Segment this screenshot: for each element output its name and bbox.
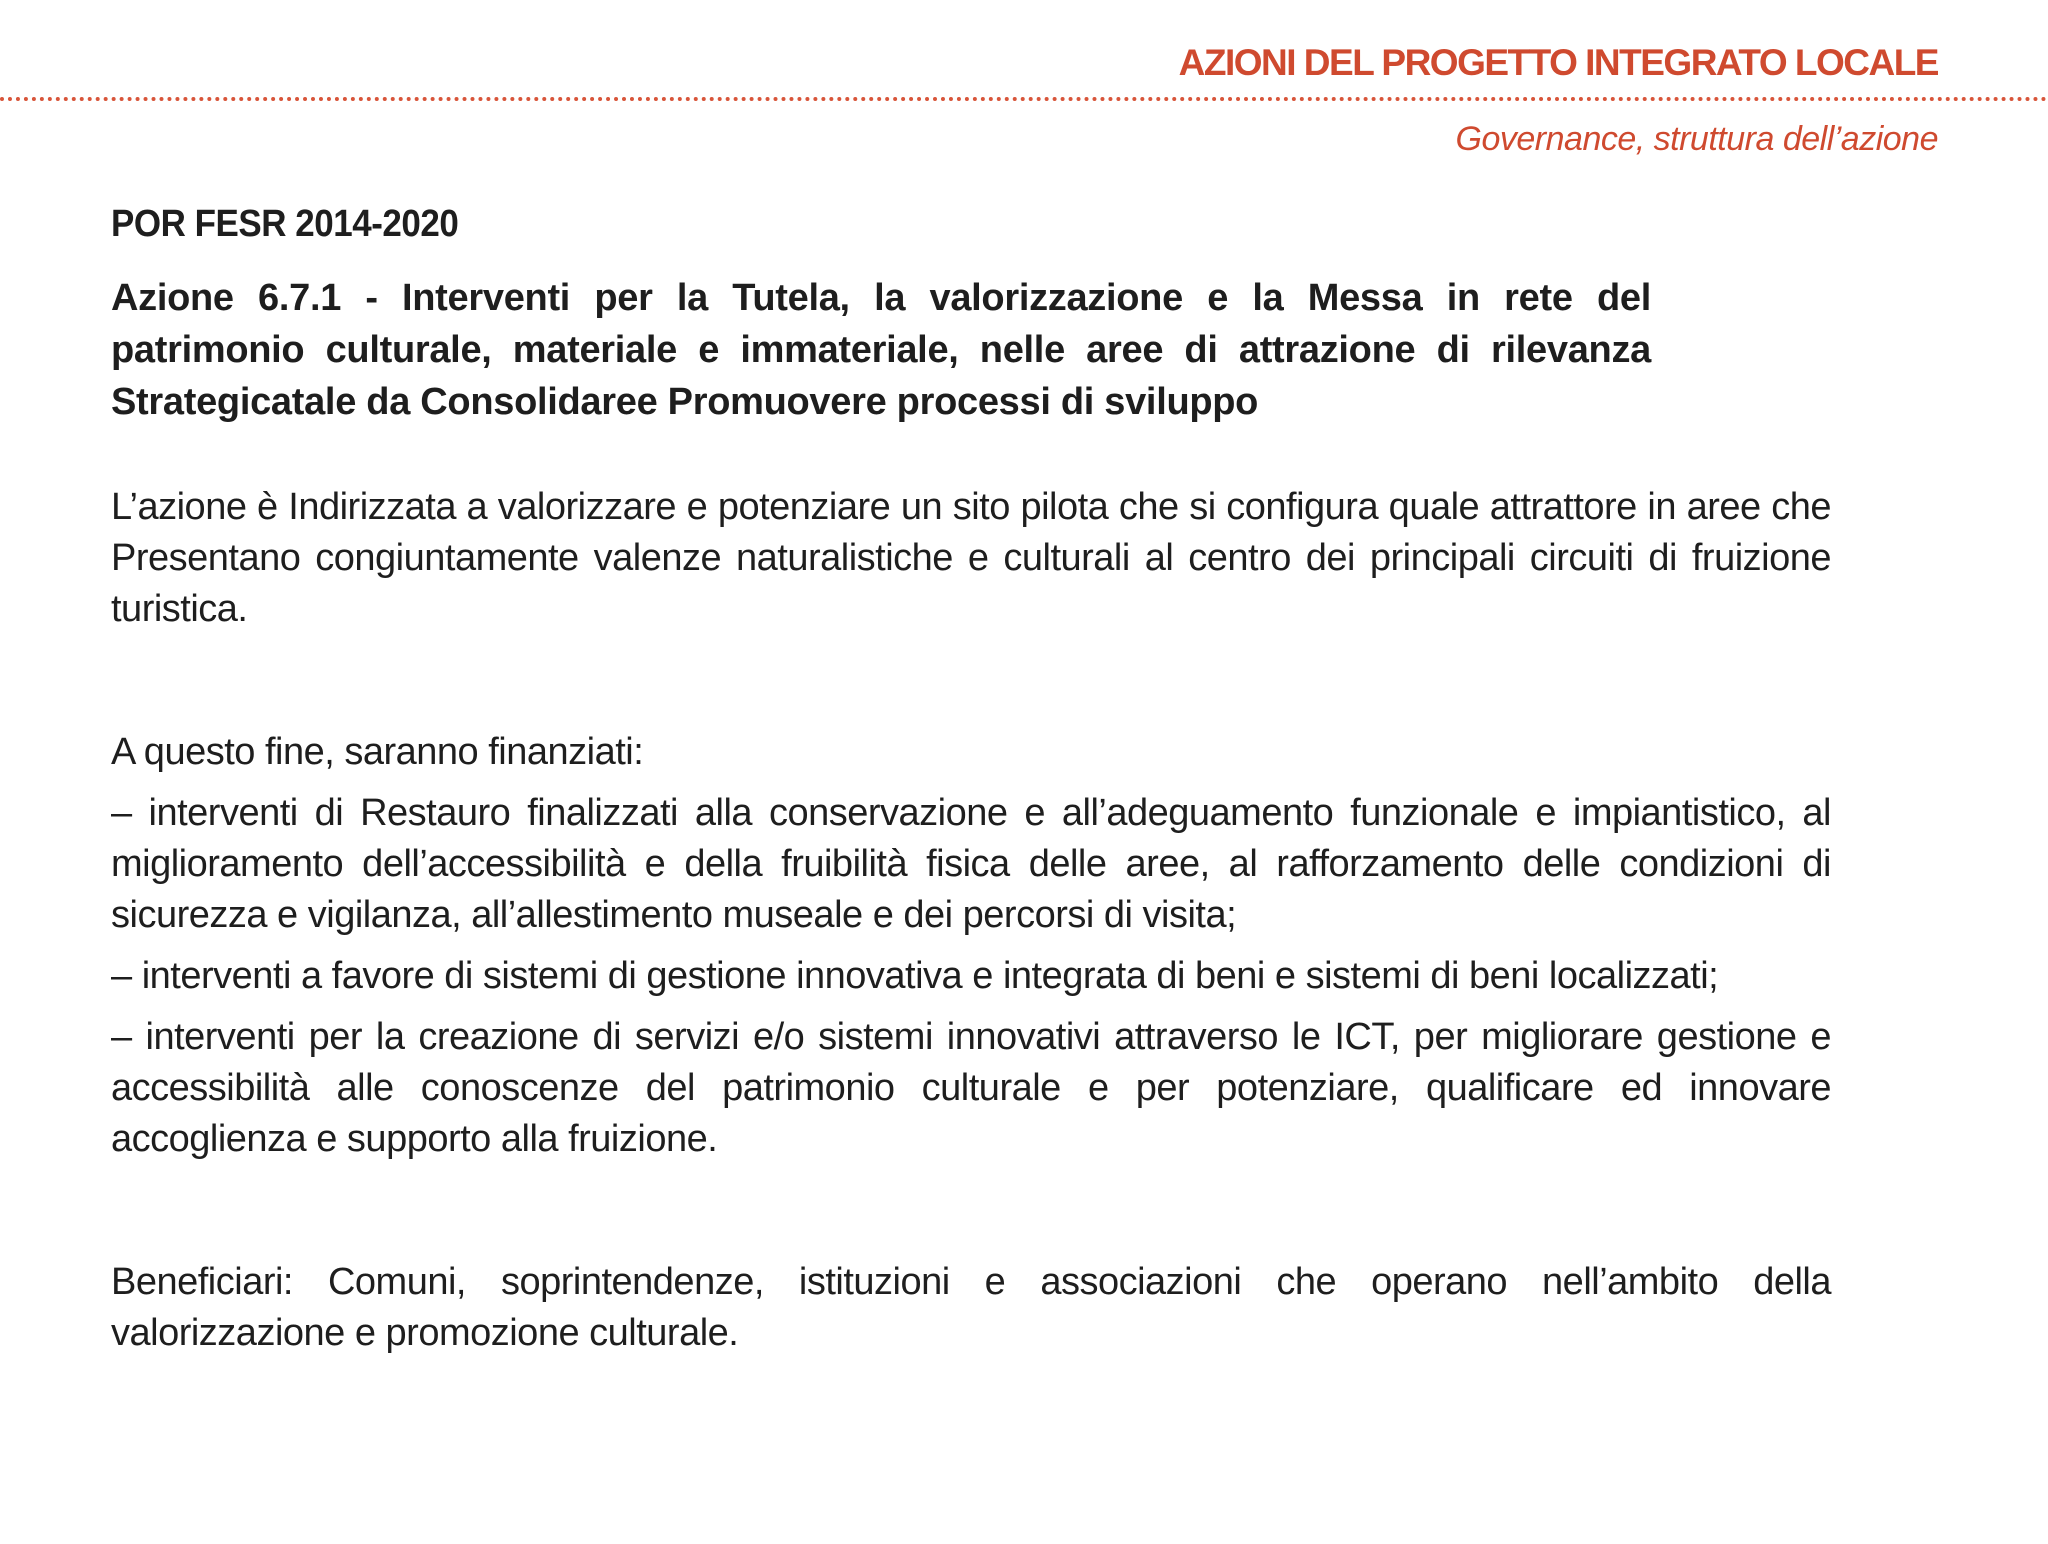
intro-paragraph: L’azione è Indirizzata a valorizzare e potenziare un sito pilota che si configura quale attrattore in aree che Presentano congiuntamente valenze naturalistiche e culturali al centro dei principali circuiti di fruizione turistica. xyxy=(111,486,1831,630)
program-title: POR FESR 2014-2020 xyxy=(111,203,459,245)
action-title: Azione 6.7.1 - Interventi per la Tutela, la valorizzazione e la Messa in rete del patrimonio culturale, materiale e immateriale, nelle aree di attrazione di rilevanza Strategicatale da Consolidaree Promuovere processi di sviluppo xyxy=(111,277,1651,423)
bullet-item-restoration: – interventi di Restauro finalizzati alla conservazione e all’adeguamento funzionale e impiantistico, al miglioramento dell’accessibilità e della fruibilità fisica delle aree, al rafforzamento delle condizioni di sicurezza e vigilanza, all’allestimento museale e dei percorsi di visita; xyxy=(111,792,1831,936)
bullet-item-ict: – interventi per la creazione di servizi e/o sistemi innovativi attraverso le ICT, per migliorare gestione e accessibilità alle conoscenze del patrimonio culturale e per potenziare, qualificare ed innovare accoglienza e supporto alla fruizione. xyxy=(111,1016,1831,1160)
beneficiaries-paragraph: Beneficiari: Comuni, soprintendenze, istituzioni e associazioni che operano nell’ambito della valorizzazione e promozione culturale. xyxy=(111,1261,1831,1354)
bullet-item-management: – interventi a favore di sistemi di gestione innovativa e integrata di beni e sistemi di beni localizzati; xyxy=(111,955,1719,997)
document-body xyxy=(111,203,1831,1359)
header-title: AZIONI DEL PROGETTO INTEGRATO LOCALE xyxy=(1178,42,1938,83)
lead-in-paragraph: A questo fine, saranno finanziati: xyxy=(111,731,644,773)
header-subtitle: Governance, struttura dell’azione xyxy=(1455,120,1938,158)
dotted-divider xyxy=(0,97,2048,101)
